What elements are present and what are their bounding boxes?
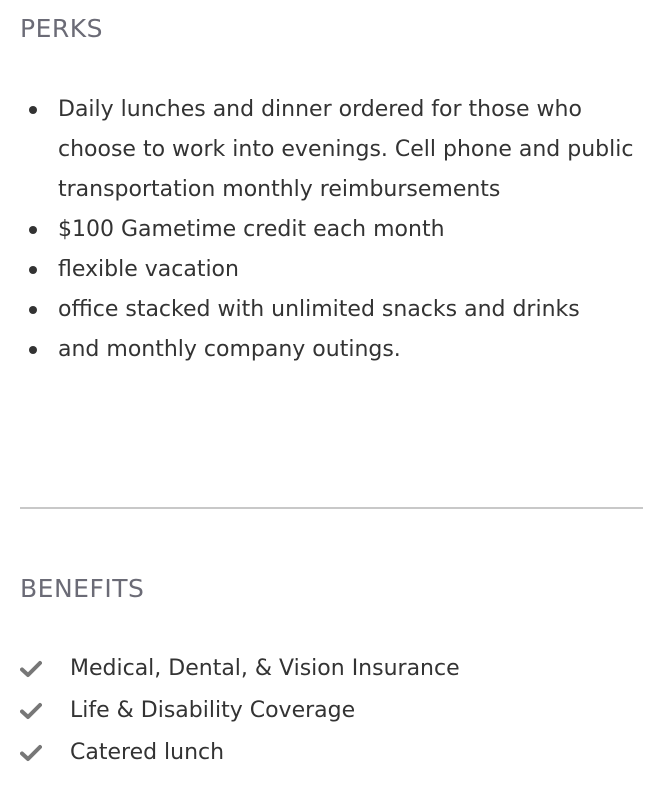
perks-heading: PERKS <box>20 14 104 43</box>
benefit-item-text: Catered lunch <box>70 740 225 765</box>
bullet-dot-icon <box>29 346 37 354</box>
benefits-list <box>0 648 640 774</box>
bullet-dot-icon <box>29 306 37 314</box>
perks-list <box>0 90 640 370</box>
checkmark-icon <box>20 702 42 720</box>
benefit-item <box>0 690 640 732</box>
benefit-item <box>0 732 640 774</box>
bullet-dot-icon <box>29 106 37 114</box>
benefit-item <box>0 648 640 690</box>
bullet-dot-icon <box>29 226 37 234</box>
perk-item-text: flexible vacation <box>58 257 239 282</box>
perk-item-text: $100 Gametime credit each month <box>58 217 445 242</box>
perk-item-text: office stacked with unlimited snacks and drinks <box>58 297 580 322</box>
perk-item <box>0 330 640 370</box>
perk-item <box>0 210 640 250</box>
benefits-heading: BENEFITS <box>20 574 145 603</box>
benefit-item-text: Medical, Dental, & Vision Insurance <box>70 656 460 681</box>
perk-item <box>0 250 640 290</box>
perk-item-text: Daily lunches and dinner ordered for those who choose to work into evenings. Cell phone and public transportation monthly reimbursements <box>58 97 634 202</box>
checkmark-icon <box>20 744 42 762</box>
perk-item <box>0 290 640 330</box>
perk-item-text: and monthly company outings. <box>58 337 401 362</box>
checkmark-icon <box>20 660 42 678</box>
bullet-dot-icon <box>29 266 37 274</box>
benefit-item-text: Life & Disability Coverage <box>70 698 356 723</box>
perk-item <box>0 90 640 210</box>
section-divider <box>20 507 643 509</box>
